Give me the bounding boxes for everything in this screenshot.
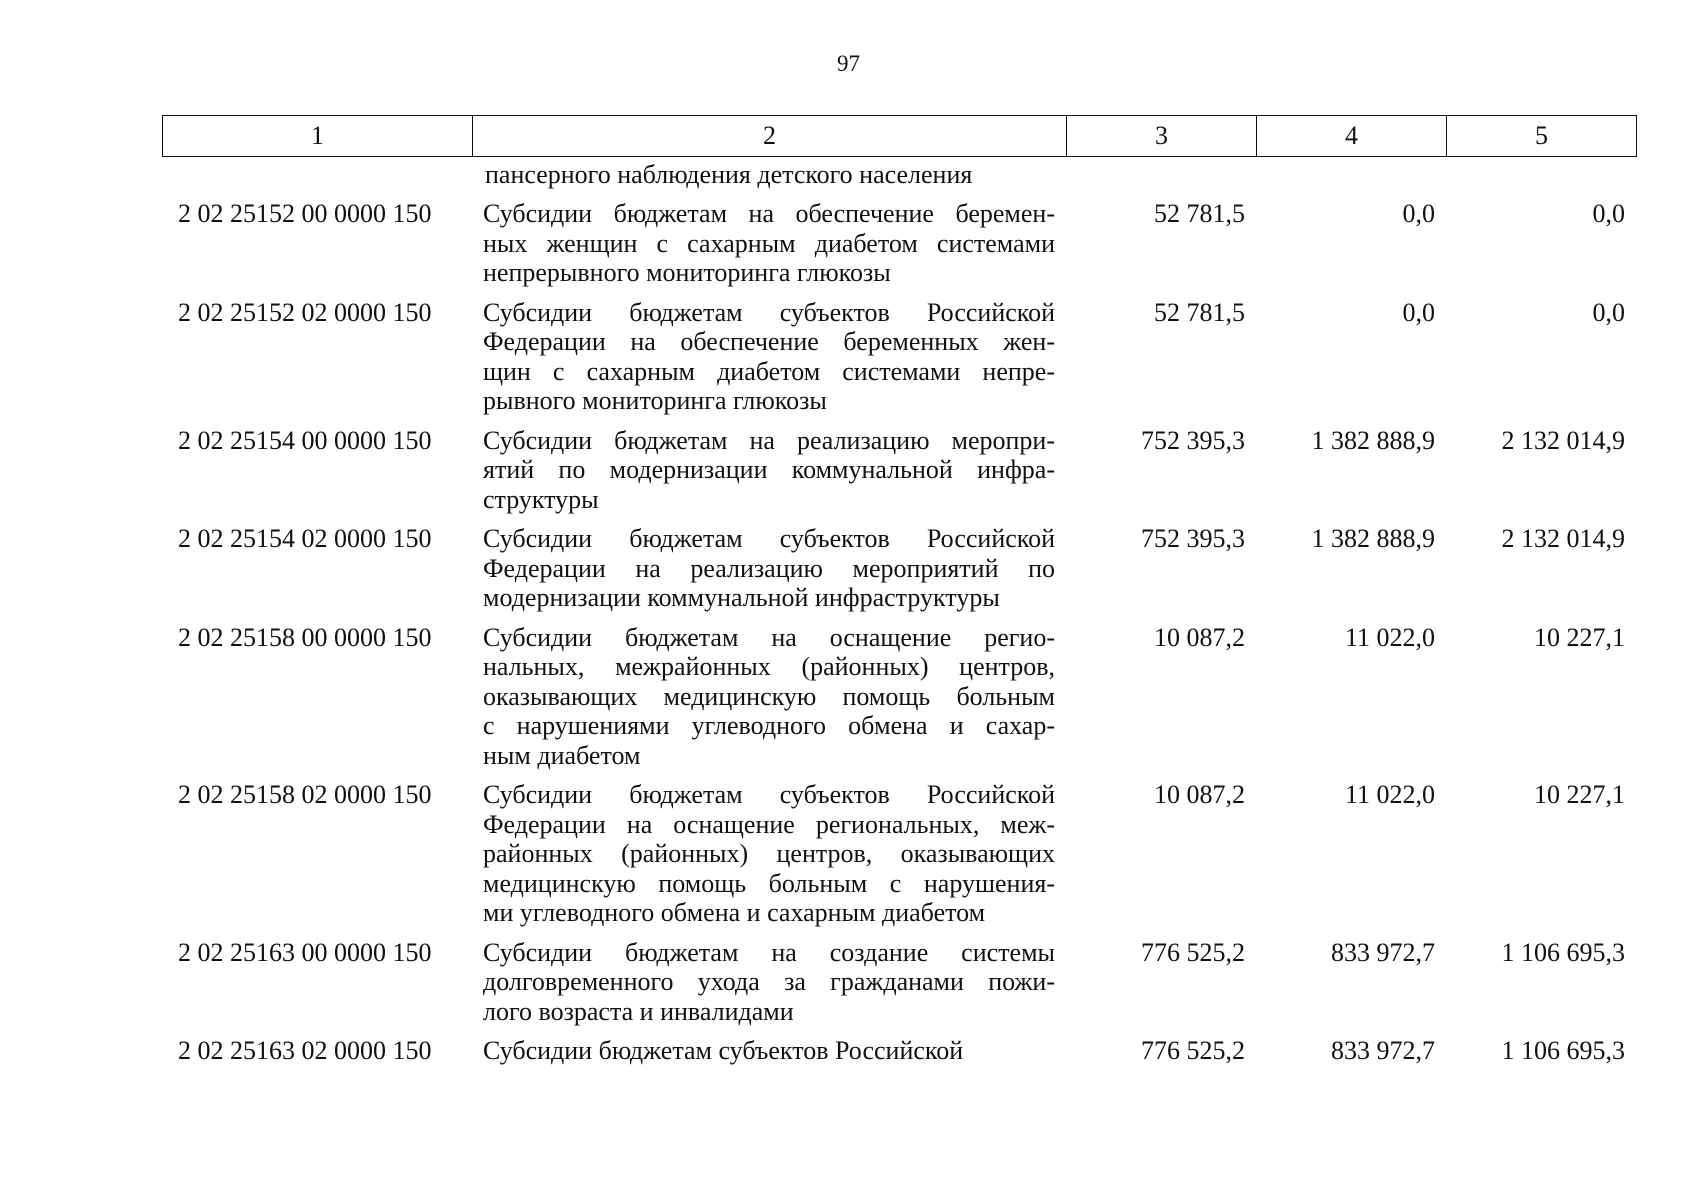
table-header (162, 115, 1637, 157)
desc-line: районных (районных) центров, оказывающих (483, 839, 1055, 868)
desc-line: Субсидии бюджетам на реализацию меропри- (483, 425, 1055, 455)
value-col-4: 11 022,0 (1344, 622, 1435, 652)
value-col-5: 2 132 014,9 (1501, 425, 1625, 455)
value-col-4: 1 382 888,9 (1311, 524, 1435, 553)
table-row (162, 623, 1636, 771)
desc-line: структуры (483, 484, 599, 514)
value-col-4: 0,0 (1402, 297, 1435, 327)
desc-line: долговременного ухода за гражданами пожи- (483, 967, 1055, 996)
page-number: 97 (837, 51, 860, 76)
desc-line: ных женщин с сахарным диабетом системами (483, 228, 1055, 258)
desc-line: ятий по модернизации коммунальной инфра- (483, 455, 1055, 484)
desc-line: Субсидии бюджетам на оснащение регио- (483, 622, 1055, 652)
value-col-4: 11 022,0 (1344, 780, 1435, 809)
value-col-4: 833 972,7 (1331, 1036, 1435, 1065)
desc-line: медицинскую помощь больным с нарушения- (483, 868, 1055, 898)
value-col-3: 752 395,3 (1141, 425, 1245, 455)
header-col-2: 2 (473, 116, 1067, 157)
row-description (472, 780, 1066, 928)
row-description (472, 298, 1066, 416)
value-col-5: 2 132 014,9 (1501, 524, 1625, 553)
table-row (162, 938, 1636, 1027)
table-row (162, 298, 1636, 416)
desc-line: Субсидии бюджетам субъектов Российской (483, 297, 1055, 327)
row-code: 2 02 25152 02 0000 150 (178, 297, 432, 327)
row-code: 2 02 25154 02 0000 150 (178, 524, 432, 553)
value-col-3: 752 395,3 (1141, 524, 1245, 553)
desc-line: Субсидии бюджетам субъектов Российской (483, 1036, 964, 1065)
row-code: 2 02 25158 02 0000 150 (178, 780, 432, 809)
value-col-4: 1 382 888,9 (1311, 425, 1435, 455)
row-description (472, 426, 1066, 515)
header-col-5: 5 (1447, 116, 1637, 157)
table-row (162, 199, 1636, 288)
value-col-3: 52 781,5 (1154, 199, 1245, 228)
value-col-4: 0,0 (1402, 199, 1435, 228)
desc-line: Субсидии бюджетам субъектов Российской (483, 524, 1055, 553)
value-col-5: 1 106 695,3 (1501, 937, 1625, 967)
desc-line: рывного мониторинга глюкозы (483, 386, 827, 415)
desc-line: Федерации на реализацию мероприятий по (483, 553, 1055, 583)
value-col-3: 10 087,2 (1154, 780, 1245, 809)
desc-line: ми углеводного обмена и сахарным диабетом (483, 898, 986, 927)
row-code: 2 02 25154 00 0000 150 (178, 425, 432, 455)
value-col-5: 0,0 (1592, 199, 1625, 228)
desc-line: Субсидии бюджетам на создание системы (483, 937, 1055, 967)
value-col-5: 10 227,1 (1534, 622, 1625, 652)
row-code: 2 02 25152 00 0000 150 (178, 199, 432, 228)
row-description (472, 524, 1066, 613)
value-col-5: 1 106 695,3 (1501, 1036, 1625, 1065)
desc-line: непрерывного мониторинга глюкозы (483, 258, 891, 287)
value-col-3: 776 525,2 (1141, 1036, 1245, 1065)
desc-line: Федерации на обеспечение беременных жен- (483, 327, 1055, 356)
continuation-line: пансерного наблюдения детского населения (485, 160, 973, 189)
row-code: 2 02 25163 02 0000 150 (178, 1036, 432, 1065)
desc-line: модернизации коммунальной инфраструктуры (483, 583, 1000, 612)
row-description (472, 199, 1066, 288)
desc-line: Федерации на оснащение региональных, меж- (483, 809, 1055, 839)
desc-line: нальных, межрайонных (районных) центров, (483, 652, 1055, 681)
header-col-1: 1 (163, 116, 473, 157)
desc-line: лого возраста и инвалидами (483, 996, 794, 1026)
row-description (472, 938, 1066, 1027)
value-col-3: 776 525,2 (1141, 937, 1245, 967)
value-col-3: 10 087,2 (1154, 622, 1245, 652)
row-code: 2 02 25158 00 0000 150 (178, 622, 432, 652)
desc-line: ным диабетом (483, 740, 641, 770)
desc-line: Субсидии бюджетам на обеспечение беремен- (483, 199, 1055, 228)
row-description (472, 623, 1066, 771)
row-code: 2 02 25163 00 0000 150 (178, 937, 432, 967)
value-col-5: 0,0 (1592, 297, 1625, 327)
table-row (162, 426, 1636, 515)
desc-line: с нарушениями углеводного обмена и сахар- (483, 711, 1055, 740)
table-body (162, 189, 1636, 1066)
desc-line: Субсидии бюджетам субъектов Российской (483, 780, 1055, 809)
row-description (472, 1036, 1066, 1066)
header-row (163, 116, 1637, 157)
table-row (162, 524, 1636, 613)
desc-line: щин с сахарным диабетом системами непре- (483, 356, 1055, 386)
header-col-3: 3 (1067, 116, 1257, 157)
table-row (162, 780, 1636, 928)
table-row (162, 1036, 1636, 1066)
value-col-3: 52 781,5 (1154, 297, 1245, 327)
header-col-4: 4 (1257, 116, 1447, 157)
desc-line: оказывающих медицинскую помощь больным (483, 681, 1055, 711)
value-col-4: 833 972,7 (1331, 937, 1435, 967)
value-col-5: 10 227,1 (1534, 780, 1625, 809)
